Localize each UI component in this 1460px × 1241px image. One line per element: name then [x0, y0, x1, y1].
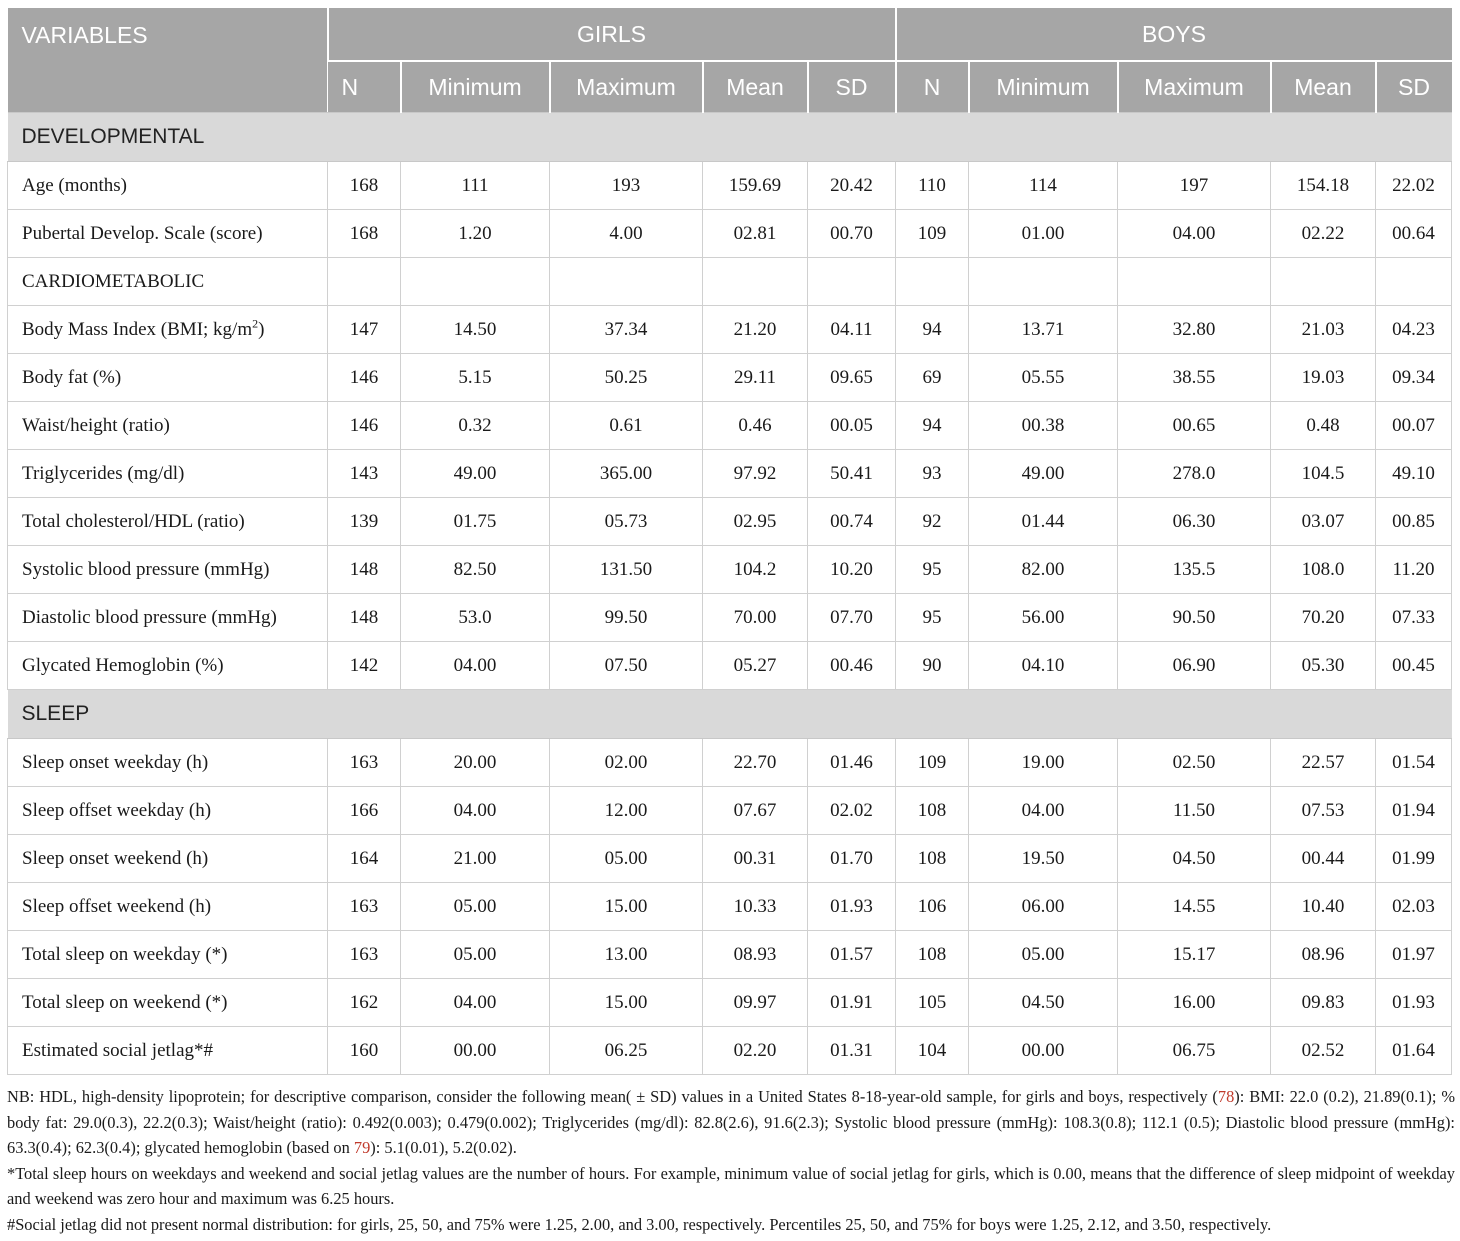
- girls-maximum-cell: 12.00: [550, 787, 703, 835]
- table-row: [8, 546, 1452, 594]
- girls-mean-cell: 21.20: [703, 306, 808, 354]
- table-row: [8, 258, 1452, 306]
- girls-minimum-cell: 5.15: [401, 354, 550, 402]
- girls-mean-cell: 02.95: [703, 498, 808, 546]
- girls-n-cell: 146: [328, 354, 401, 402]
- boys-n-cell: 109: [896, 210, 969, 258]
- footnote-hash: #Social jetlag did not present normal distribution: for girls, 25, 50, and 75% were 1.25, 2.00, and 3.00, respectively. Percentiles 25, 50, and 75% for boys were 1.25, 2.12, and 3.50, respectively.: [7, 1214, 1272, 1234]
- variable-label: Systolic blood pressure (mmHg): [8, 546, 328, 594]
- boys-mean-cell: 07.53: [1271, 787, 1376, 835]
- girls-minimum-cell: 1.20: [401, 210, 550, 258]
- girls-minimum-cell: 49.00: [401, 450, 550, 498]
- girls-sd-cell: 00.46: [808, 642, 896, 690]
- variable-label: Body fat (%): [8, 354, 328, 402]
- boys-maximum-cell: 90.50: [1118, 594, 1271, 642]
- boys-sd-cell: 02.03: [1376, 883, 1452, 931]
- girls-sd-cell: 50.41: [808, 450, 896, 498]
- girls-maximum-cell: 13.00: [550, 931, 703, 979]
- boys-minimum-cell: 00.00: [969, 1027, 1118, 1075]
- girls-maximum-cell: 365.00: [550, 450, 703, 498]
- variable-label: Diastolic blood pressure (mmHg): [8, 594, 328, 642]
- variable-label: Triglycerides (mg/dl): [8, 450, 328, 498]
- girls-mean-cell: 02.20: [703, 1027, 808, 1075]
- section-title: SLEEP: [8, 690, 1452, 739]
- girls-sd-cell: 01.57: [808, 931, 896, 979]
- girls-maximum-cell: [550, 258, 703, 306]
- girls-n-cell: 163: [328, 931, 401, 979]
- girls-sd-header: SD: [808, 61, 896, 113]
- girls-minimum-cell: 53.0: [401, 594, 550, 642]
- boys-minimum-header: Minimum: [969, 61, 1118, 113]
- variable-label: Total sleep on weekend (*): [8, 979, 328, 1027]
- table-row: [8, 402, 1452, 450]
- variable-label-text: ): [258, 318, 265, 340]
- girls-mean-cell: 00.31: [703, 835, 808, 883]
- variable-label: Sleep onset weekend (h): [8, 835, 328, 883]
- girls-n-cell: 163: [328, 883, 401, 931]
- table-row: [8, 354, 1452, 402]
- girls-mean-cell: 0.46: [703, 402, 808, 450]
- table-row: [8, 883, 1452, 931]
- girls-maximum-cell: 193: [550, 162, 703, 210]
- girls-minimum-cell: 111: [401, 162, 550, 210]
- girls-sd-cell: 07.70: [808, 594, 896, 642]
- reference-link[interactable]: 79: [353, 1138, 371, 1157]
- table-row: [8, 162, 1452, 210]
- girls-maximum-cell: 05.00: [550, 835, 703, 883]
- boys-sd-cell: 00.07: [1376, 402, 1452, 450]
- boys-sd-cell: 22.02: [1376, 162, 1452, 210]
- boys-mean-cell: [1271, 258, 1376, 306]
- boys-sd-cell: 00.85: [1376, 498, 1452, 546]
- girls-sd-cell: 01.31: [808, 1027, 896, 1075]
- girls-minimum-cell: 00.00: [401, 1027, 550, 1075]
- variable-label: Estimated social jetlag*#: [8, 1027, 328, 1075]
- boys-sd-cell: 01.97: [1376, 931, 1452, 979]
- girls-minimum-header: Minimum: [401, 61, 550, 113]
- boys-minimum-cell: [969, 258, 1118, 306]
- boys-sd-cell: 01.93: [1376, 979, 1452, 1027]
- boys-sd-cell: 04.23: [1376, 306, 1452, 354]
- girls-n-cell: 148: [328, 594, 401, 642]
- girls-n-cell: 139: [328, 498, 401, 546]
- girls-sd-cell: 02.02: [808, 787, 896, 835]
- boys-mean-cell: 08.96: [1271, 931, 1376, 979]
- girls-n-cell: 162: [328, 979, 401, 1027]
- girls-sd-cell: 01.46: [808, 739, 896, 787]
- boys-minimum-cell: 01.44: [969, 498, 1118, 546]
- boys-maximum-cell: 06.30: [1118, 498, 1271, 546]
- boys-sd-cell: 01.99: [1376, 835, 1452, 883]
- boys-n-cell: 93: [896, 450, 969, 498]
- boys-mean-cell: 22.57: [1271, 739, 1376, 787]
- girls-sd-cell: 20.42: [808, 162, 896, 210]
- boys-maximum-cell: 16.00: [1118, 979, 1271, 1027]
- girls-maximum-cell: 4.00: [550, 210, 703, 258]
- footnote-nb-text: ): 5.1(0.01), 5.2(0.02).: [370, 1138, 517, 1157]
- boys-minimum-cell: 13.71: [969, 306, 1118, 354]
- variable-label: Pubertal Develop. Scale (score): [8, 210, 328, 258]
- variable-label: CARDIOMETABOLIC: [8, 258, 328, 306]
- girls-maximum-header: Maximum: [550, 61, 703, 113]
- boys-sd-cell: 09.34: [1376, 354, 1452, 402]
- boys-minimum-cell: 01.00: [969, 210, 1118, 258]
- boys-maximum-cell: 02.50: [1118, 739, 1271, 787]
- boys-mean-cell: 104.5: [1271, 450, 1376, 498]
- boys-maximum-cell: [1118, 258, 1271, 306]
- boys-minimum-cell: 19.50: [969, 835, 1118, 883]
- girls-n-cell: 168: [328, 210, 401, 258]
- girls-mean-cell: 159.69: [703, 162, 808, 210]
- boys-minimum-cell: 114: [969, 162, 1118, 210]
- table-footnotes: [7, 1084, 1455, 1237]
- girls-mean-header: Mean: [703, 61, 808, 113]
- girls-minimum-cell: [401, 258, 550, 306]
- girls-maximum-cell: 131.50: [550, 546, 703, 594]
- boys-maximum-header: Maximum: [1118, 61, 1271, 113]
- boys-n-header: N: [896, 61, 969, 113]
- footnote-nb: [7, 1084, 1455, 1161]
- boys-mean-header: Mean: [1271, 61, 1376, 113]
- boys-maximum-cell: 04.00: [1118, 210, 1271, 258]
- girls-sd-cell: 01.91: [808, 979, 896, 1027]
- girls-mean-cell: 02.81: [703, 210, 808, 258]
- boys-mean-cell: 09.83: [1271, 979, 1376, 1027]
- boys-sd-header: SD: [1376, 61, 1452, 113]
- variable-label: Sleep offset weekend (h): [8, 883, 328, 931]
- girls-sd-cell: 04.11: [808, 306, 896, 354]
- girls-mean-cell: 22.70: [703, 739, 808, 787]
- girls-n-cell: 142: [328, 642, 401, 690]
- table-row: [8, 835, 1452, 883]
- section-header-row: [8, 690, 1452, 739]
- boys-mean-cell: 19.03: [1271, 354, 1376, 402]
- girls-n-cell: 143: [328, 450, 401, 498]
- table-row: [8, 642, 1452, 690]
- boys-minimum-cell: 05.55: [969, 354, 1118, 402]
- boys-maximum-cell: 32.80: [1118, 306, 1271, 354]
- girls-minimum-cell: 05.00: [401, 931, 550, 979]
- girls-mean-cell: 97.92: [703, 450, 808, 498]
- girls-sd-cell: 00.70: [808, 210, 896, 258]
- girls-n-cell: 166: [328, 787, 401, 835]
- girls-maximum-cell: 15.00: [550, 883, 703, 931]
- boys-maximum-cell: 197: [1118, 162, 1271, 210]
- boys-n-cell: 108: [896, 787, 969, 835]
- boys-n-cell: 94: [896, 402, 969, 450]
- table-row: [8, 498, 1452, 546]
- boys-n-cell: 92: [896, 498, 969, 546]
- boys-n-cell: 110: [896, 162, 969, 210]
- boys-mean-cell: 02.22: [1271, 210, 1376, 258]
- girls-minimum-cell: 01.75: [401, 498, 550, 546]
- boys-mean-cell: 02.52: [1271, 1027, 1376, 1075]
- girls-maximum-cell: 37.34: [550, 306, 703, 354]
- boys-n-cell: 95: [896, 546, 969, 594]
- boys-sd-cell: 00.64: [1376, 210, 1452, 258]
- girls-sd-cell: 00.74: [808, 498, 896, 546]
- girls-header: GIRLS: [328, 8, 896, 61]
- girls-n-cell: 163: [328, 739, 401, 787]
- boys-n-cell: 108: [896, 835, 969, 883]
- girls-sd-cell: 00.05: [808, 402, 896, 450]
- section-title: DEVELOPMENTAL: [8, 113, 1452, 162]
- girls-maximum-cell: 50.25: [550, 354, 703, 402]
- girls-n-cell: 146: [328, 402, 401, 450]
- girls-minimum-cell: 82.50: [401, 546, 550, 594]
- boys-sd-cell: 01.94: [1376, 787, 1452, 835]
- girls-maximum-cell: 05.73: [550, 498, 703, 546]
- boys-n-cell: 104: [896, 1027, 969, 1075]
- girls-sd-cell: 01.70: [808, 835, 896, 883]
- girls-n-cell: 147: [328, 306, 401, 354]
- boys-mean-cell: 154.18: [1271, 162, 1376, 210]
- boys-minimum-cell: 19.00: [969, 739, 1118, 787]
- boys-header: BOYS: [896, 8, 1452, 61]
- boys-maximum-cell: 15.17: [1118, 931, 1271, 979]
- table-row: [8, 450, 1452, 498]
- girls-maximum-cell: 02.00: [550, 739, 703, 787]
- variable-label: [8, 306, 328, 354]
- boys-mean-cell: 70.20: [1271, 594, 1376, 642]
- table-container: [7, 8, 1451, 1075]
- boys-minimum-cell: 06.00: [969, 883, 1118, 931]
- girls-minimum-cell: 04.00: [401, 787, 550, 835]
- boys-sd-cell: [1376, 258, 1452, 306]
- section-header-row: [8, 113, 1452, 162]
- table-row: [8, 1027, 1452, 1075]
- boys-maximum-cell: 06.75: [1118, 1027, 1271, 1075]
- girls-n-cell: [328, 258, 401, 306]
- girls-minimum-cell: 20.00: [401, 739, 550, 787]
- girls-sd-cell: 01.93: [808, 883, 896, 931]
- boys-sd-cell: 49.10: [1376, 450, 1452, 498]
- boys-mean-cell: 10.40: [1271, 883, 1376, 931]
- boys-n-cell: 94: [896, 306, 969, 354]
- boys-sd-cell: 07.33: [1376, 594, 1452, 642]
- reference-link[interactable]: 78: [1217, 1087, 1235, 1106]
- girls-minimum-cell: 05.00: [401, 883, 550, 931]
- girls-maximum-cell: 0.61: [550, 402, 703, 450]
- girls-maximum-cell: 99.50: [550, 594, 703, 642]
- girls-sd-cell: [808, 258, 896, 306]
- boys-mean-cell: 108.0: [1271, 546, 1376, 594]
- girls-minimum-cell: 04.00: [401, 642, 550, 690]
- girls-minimum-cell: 14.50: [401, 306, 550, 354]
- girls-mean-cell: 104.2: [703, 546, 808, 594]
- girls-mean-cell: 09.97: [703, 979, 808, 1027]
- boys-minimum-cell: 04.00: [969, 787, 1118, 835]
- table-row: [8, 306, 1452, 354]
- boys-maximum-cell: 04.50: [1118, 835, 1271, 883]
- footnote-nb-text: NB: HDL, high-density lipoprotein; for descriptive comparison, consider the following mean( ± SD) values in a United States 8-18-year-old sample, for girls and boys, respectively (: [7, 1087, 1218, 1106]
- variable-label: Waist/height (ratio): [8, 402, 328, 450]
- boys-sd-cell: 11.20: [1376, 546, 1452, 594]
- boys-n-cell: 90: [896, 642, 969, 690]
- boys-minimum-cell: 04.50: [969, 979, 1118, 1027]
- boys-minimum-cell: 04.10: [969, 642, 1118, 690]
- girls-mean-cell: 70.00: [703, 594, 808, 642]
- boys-maximum-cell: 14.55: [1118, 883, 1271, 931]
- boys-minimum-cell: 56.00: [969, 594, 1118, 642]
- table-row: [8, 594, 1452, 642]
- variable-label: Sleep offset weekday (h): [8, 787, 328, 835]
- girls-minimum-cell: 0.32: [401, 402, 550, 450]
- boys-mean-cell: 00.44: [1271, 835, 1376, 883]
- boys-sd-cell: 00.45: [1376, 642, 1452, 690]
- variable-label-superscript: 2: [252, 316, 259, 331]
- girls-n-cell: 160: [328, 1027, 401, 1075]
- girls-mean-cell: [703, 258, 808, 306]
- boys-n-cell: 69: [896, 354, 969, 402]
- girls-minimum-cell: 04.00: [401, 979, 550, 1027]
- boys-maximum-cell: 135.5: [1118, 546, 1271, 594]
- girls-maximum-cell: 15.00: [550, 979, 703, 1027]
- girls-maximum-cell: 06.25: [550, 1027, 703, 1075]
- footnote-nb-text: ): BMI: 22.0 (0.2), 21.89(0.1); % body fat: 29.0(0.3), 22.2(0.3); Waist/height (ratio): 0.492(0.003); 0.479(0.002); Triglycerides (mg/dl): 82.8(2.6), 91.6(2.3); Systolic blood pressure (mmHg): 108.3(0.8); 112.1 (0.5); Diastolic blood pressure (mmHg): 63.3(0.4); 62.3(0.4); glycated hemoglobin (based on: [7, 1087, 1455, 1157]
- variables-header: VARIABLES: [8, 8, 328, 113]
- boys-maximum-cell: 00.65: [1118, 402, 1271, 450]
- footnote-asterisk: *Total sleep hours on weekdays and weekend and social jetlag values are the number of hours. For example, minimum value of social jetlag for girls, which is 0.00, means that the difference of sleep midpoint of weekday and weekend was zero hour and maximum was 6.25 hours.: [7, 1163, 1455, 1208]
- girls-n-cell: 168: [328, 162, 401, 210]
- boys-minimum-cell: 82.00: [969, 546, 1118, 594]
- girls-sd-cell: 10.20: [808, 546, 896, 594]
- girls-mean-cell: 08.93: [703, 931, 808, 979]
- girls-n-cell: 164: [328, 835, 401, 883]
- boys-n-cell: [896, 258, 969, 306]
- girls-mean-cell: 05.27: [703, 642, 808, 690]
- variable-label: Sleep onset weekday (h): [8, 739, 328, 787]
- boys-n-cell: 108: [896, 931, 969, 979]
- table-row: [8, 979, 1452, 1027]
- boys-maximum-cell: 06.90: [1118, 642, 1271, 690]
- table-row: [8, 210, 1452, 258]
- descriptive-statistics-table: [7, 8, 1452, 1075]
- girls-n-header: N: [328, 61, 401, 113]
- boys-sd-cell: 01.64: [1376, 1027, 1452, 1075]
- girls-mean-cell: 07.67: [703, 787, 808, 835]
- table-row: [8, 787, 1452, 835]
- variable-label-text: Body Mass Index (BMI; kg/m: [22, 318, 253, 340]
- boys-n-cell: 106: [896, 883, 969, 931]
- boys-mean-cell: 21.03: [1271, 306, 1376, 354]
- variable-label: Total sleep on weekday (*): [8, 931, 328, 979]
- girls-mean-cell: 10.33: [703, 883, 808, 931]
- boys-mean-cell: 03.07: [1271, 498, 1376, 546]
- boys-minimum-cell: 00.38: [969, 402, 1118, 450]
- boys-maximum-cell: 11.50: [1118, 787, 1271, 835]
- girls-maximum-cell: 07.50: [550, 642, 703, 690]
- variable-label: Total cholesterol/HDL (ratio): [8, 498, 328, 546]
- boys-minimum-cell: 49.00: [969, 450, 1118, 498]
- boys-mean-cell: 05.30: [1271, 642, 1376, 690]
- boys-maximum-cell: 278.0: [1118, 450, 1271, 498]
- girls-sd-cell: 09.65: [808, 354, 896, 402]
- girls-minimum-cell: 21.00: [401, 835, 550, 883]
- girls-n-cell: 148: [328, 546, 401, 594]
- boys-sd-cell: 01.54: [1376, 739, 1452, 787]
- boys-minimum-cell: 05.00: [969, 931, 1118, 979]
- boys-maximum-cell: 38.55: [1118, 354, 1271, 402]
- variable-label: Glycated Hemoglobin (%): [8, 642, 328, 690]
- table-header: [8, 8, 1452, 113]
- table-body: [8, 113, 1452, 1075]
- boys-mean-cell: 0.48: [1271, 402, 1376, 450]
- table-row: [8, 739, 1452, 787]
- boys-n-cell: 109: [896, 739, 969, 787]
- boys-n-cell: 95: [896, 594, 969, 642]
- table-row: [8, 931, 1452, 979]
- boys-n-cell: 105: [896, 979, 969, 1027]
- girls-mean-cell: 29.11: [703, 354, 808, 402]
- variable-label: Age (months): [8, 162, 328, 210]
